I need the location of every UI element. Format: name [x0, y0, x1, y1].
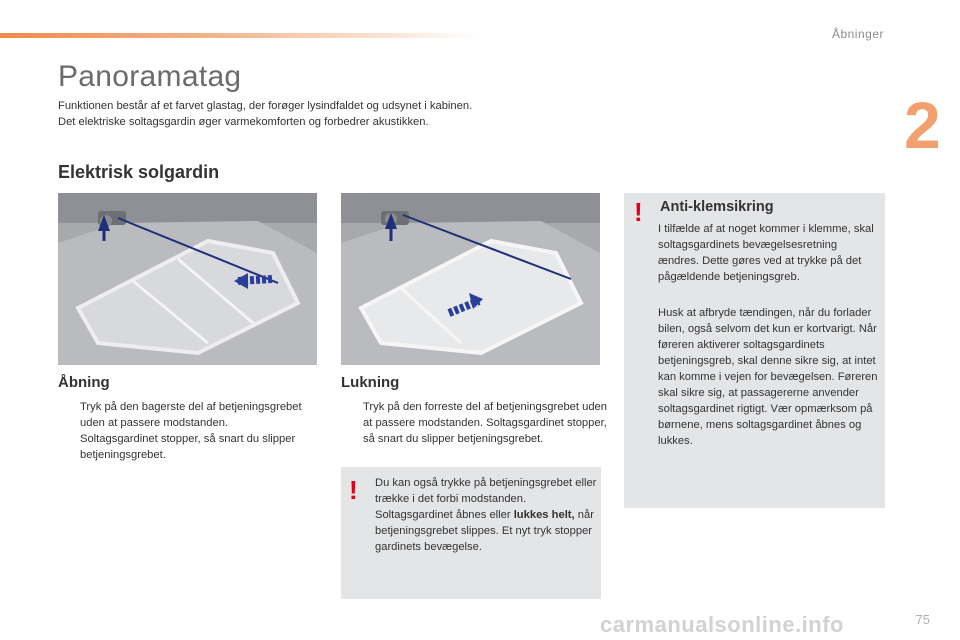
opening-heading: Åbning — [58, 374, 110, 391]
section-heading: Elektrisk solgardin — [58, 162, 220, 182]
anti-pinch-paragraph: Husk at afbryde tændingen, når du forlader bilen, også selvom det kun er kortvarigt. Når føreren aktiverer soltagsgardinets betjeningsgreb, skal denne sikre sig, at intet kan komme i vejen for bevægelsen. Føreren skal sikre sig, at passagererne anvender soltagsgardinet rigtigt. Vær opmærksom på børnene, mens soltagsgardinet åbnes og lukkes. — [658, 307, 878, 447]
opening-instruction: Tryk på den bagerste del af betjeningsgrebet uden at passere modstanden. Soltagsgardinet stopper, så snart du slipper betjeningsgrebet. — [80, 401, 302, 461]
opening-step — [58, 399, 308, 463]
intro-text — [58, 98, 472, 130]
watermark: carmanualsonline.info — [600, 612, 844, 637]
warning-icon: ! — [349, 475, 358, 505]
intro-line: Det elektriske soltagsgardin øger varmekomforten og forbedrer akustikken. — [58, 116, 429, 128]
sunblind-closing-illustration — [341, 193, 600, 365]
anti-pinch-box — [624, 193, 885, 508]
note-box — [341, 467, 601, 599]
page-title: Panoramatag — [58, 60, 242, 93]
closing-instruction: Tryk på den forreste del af betjeningsgrebet uden at passere modstanden. Soltagsgardinet stopper, så snart du slipper betjeningsgrebet. — [363, 401, 607, 445]
anti-pinch-paragraph: I tilfælde af at noget kommer i klemme, skal soltagsgardinets bevægelsesretning ændres. Dette gøres ved at trykke på det pågældende betjeningsgreb. — [658, 223, 874, 283]
closing-heading: Lukning — [341, 374, 400, 391]
intro-line: Funktionen består af et farvet glastag, der forøger lysindfaldet og udsynet i kabinen. — [58, 100, 473, 112]
warning-icon: ! — [634, 197, 643, 227]
header-accent-bar — [0, 33, 480, 38]
section-label: Åbninger — [831, 27, 884, 41]
note-text-part: Du kan også trykke på betjeningsgrebet eller trække i det forbi modstanden. Soltagsgardinet åbnes eller — [375, 477, 597, 521]
note-text — [375, 475, 597, 555]
anti-pinch-title: Anti-klemsikring — [660, 199, 774, 215]
sunblind-opening-illustration — [58, 193, 317, 365]
note-text-part: når betjeningsgrebet slippes. Et nyt tryk stopper gardinets bevægelse. — [375, 509, 594, 553]
page-number: 75 — [915, 612, 930, 627]
closing-step — [341, 399, 611, 447]
chapter-number: 2 — [904, 88, 941, 162]
note-text-bold: lukkes helt, — [513, 509, 575, 521]
